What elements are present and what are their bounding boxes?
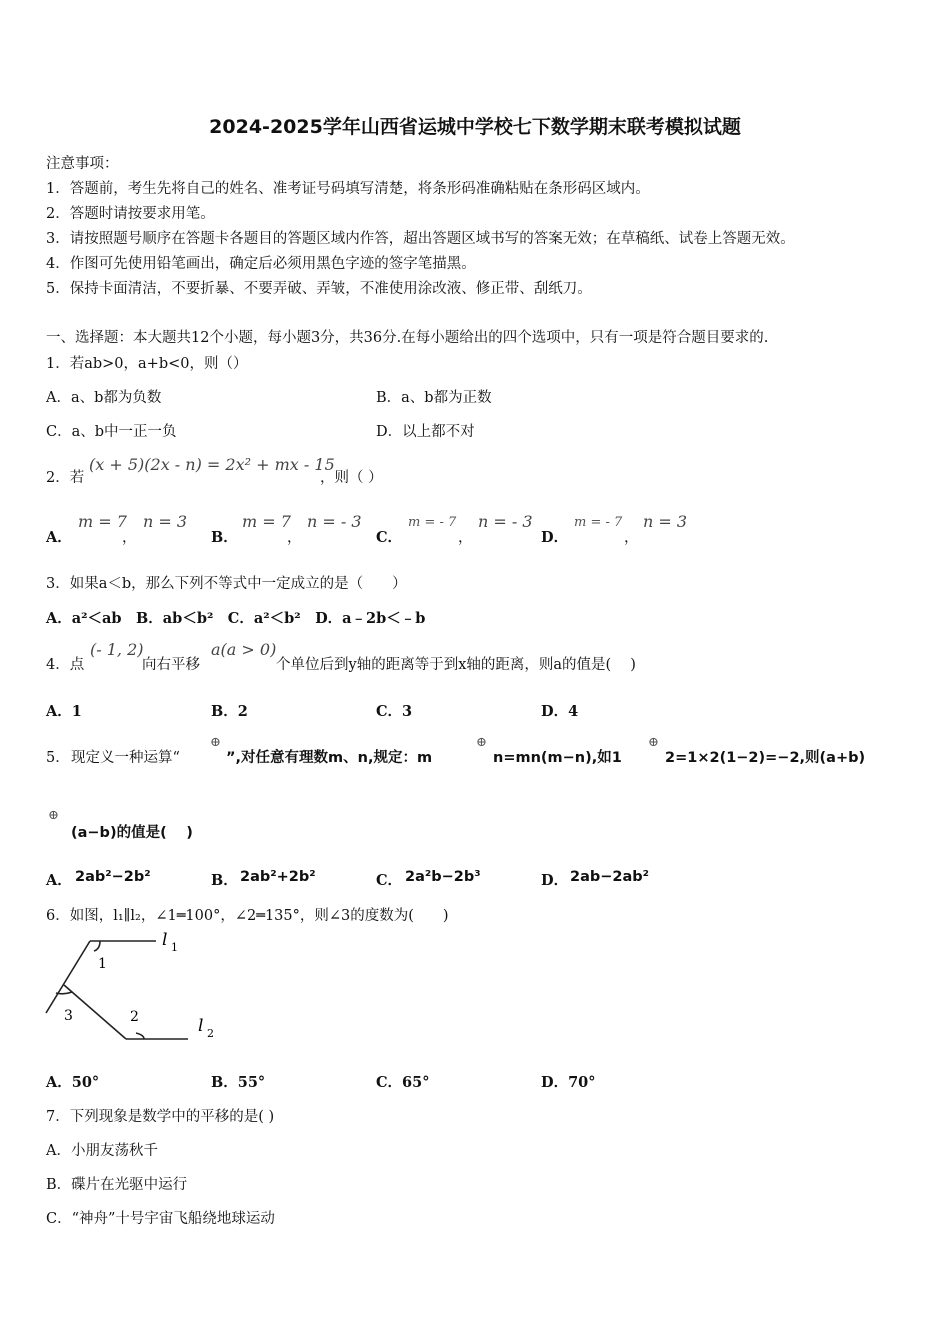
q2-option-d-n: n = 3 [643,512,688,531]
q5-text-3: n=mn(m−n),如1 [493,750,622,766]
q2-formula: (x + 5)(2x - n) = 2x² + mx - 15 [89,455,335,474]
q3-stem: 3．如果a＜b，那么下列不等式中一定成立的是（ ） [46,576,407,592]
q5-text-1: 现定义一种运算“ [71,750,180,766]
q5-option-d: 2ab−2ab² [570,869,650,885]
q4-option-a: A．1 [46,703,82,720]
q6-option-b: B．55° [211,1074,266,1091]
oplus-symbol: ⊕ [648,735,659,750]
q2-tail: ，则（ ） [320,470,383,486]
q5-option-c: 2a²b−2b³ [405,869,481,885]
q1-option-c: C．a、b中一正一负 [46,424,177,440]
label-l1: l [162,930,168,950]
q7-option-a: A．小朋友荡秋千 [46,1143,158,1159]
q6-option-a: A．50° [46,1074,100,1091]
q1-option-d: D．以上都不对 [376,424,475,440]
q5-number: 5． [46,750,70,766]
q4-option-d: D．4 [541,703,579,720]
q4-a-expression: a(a > 0) [211,640,277,659]
q5-text-5: (a−b)的值是( ) [71,825,193,841]
q2-number: 2．若 [46,470,85,486]
q5-option-a-label: A． [46,872,72,889]
q5-text-2: ”,对任意有理数m、n,规定：m [226,750,433,766]
q4-number: 4．点 [46,657,85,673]
q2-comma: ， [122,530,137,546]
angle-arc-1 [94,941,100,951]
q5-option-b-label: B． [211,872,238,889]
q4-option-c: C．3 [376,703,413,720]
q5-option-b: 2ab²+2b² [240,869,316,885]
q2-comma: ， [624,530,639,546]
label-l1-sub: 1 [171,941,178,954]
angle-label-2: 2 [130,1009,139,1025]
q2-option-b-n: n = - 3 [307,512,362,531]
q2-option-b-label: B． [211,529,238,546]
notice-item: 3．请按照题号顺序在答题卡各题目的答题区域内作答，超出答题区域书写的答案无效；在草稿纸、试卷上答题无效。 [46,231,795,247]
label-l2: l [198,1016,204,1036]
q2-option-c-m: m = - 7 [408,515,457,530]
q1-option-b: B．a、b都为正数 [376,390,492,406]
q4-point: (- 1, 2) [90,640,144,659]
q5-text-4: 2=1×2(1−2)=−2,则(a+b) [665,750,866,766]
q4-tail: 个单位后到y轴的距离等于到x轴的距离，则a的值是( ) [276,657,636,673]
oplus-symbol: ⊕ [476,735,487,750]
q7-option-b: B．碟片在光驱中运行 [46,1177,188,1193]
q5-option-d-label: D． [541,872,569,889]
notice-item: 1．答题前，考生先将自己的姓名、准考证号码填写清楚，将条形码准确粘贴在条形码区域内。 [46,181,650,197]
q6-option-d: D．70° [541,1074,596,1091]
q6-stem: 6．如图，l₁∥l₂，∠1═100°，∠2═135°，则∠3的度数为( ) [46,908,449,924]
notice-item: 4．作图可先使用铅笔画出，确定后必须用黑色字迹的签字笔描黑。 [46,256,476,272]
notice-heading: 注意事项： [46,156,119,172]
angle-arc-2 [136,1033,144,1039]
q2-option-c-n: n = - 3 [478,512,533,531]
q5-option-a: 2ab²−2b² [75,869,151,885]
q4-mid: 向右平移 [142,657,200,673]
q1-stem: 1．若ab>0，a+b<0，则（） [46,356,248,372]
q2-option-b-m: m = 7 [242,512,291,531]
transversal-lower [64,985,126,1039]
q7-option-c: C．“神舟”十号宇宙飞船绕地球运动 [46,1211,275,1227]
oplus-symbol: ⊕ [48,808,59,823]
section-heading: 一、选择题：本大题共12个小题，每小题3分，共36分.在每小题给出的四个选项中，只有一项是符合题目要求的. [46,330,769,346]
q2-option-a-m: m = 7 [78,512,127,531]
angle-label-1: 1 [98,956,107,972]
q6-figure [40,925,230,1050]
q2-option-a-label: A． [46,529,72,546]
q2-option-a-n: n = 3 [143,512,188,531]
q4-option-b: B．2 [211,703,248,720]
label-l2-sub: 2 [207,1027,214,1040]
oplus-symbol: ⊕ [210,735,221,750]
q2-comma: ， [458,530,473,546]
q5-option-c-label: C． [376,872,403,889]
notice-item: 5．保持卡面清洁，不要折暴、不要弄破、弄皱，不准使用涂改液、修正带、刮纸刀。 [46,281,592,297]
page-title: 2024-2025学年山西省运城中学校七下数学期末联考模拟试题 [209,116,741,138]
q7-stem: 7．下列现象是数学中的平移的是( ) [46,1109,275,1125]
angle-label-3: 3 [64,1008,73,1024]
q2-option-c-label: C． [376,529,403,546]
q2-option-d-label: D． [541,529,569,546]
notice-item: 2．答题时请按要求用笔。 [46,206,215,222]
q3-options: A．a²＜ab B．ab＜b² C．a²＜b² D．a﹣2b＜﹣b [46,610,426,627]
q6-option-c: C．65° [376,1074,430,1091]
q2-comma: ， [287,530,302,546]
q2-option-d-m: m = - 7 [574,515,623,530]
q1-option-a: A．a、b都为负数 [46,390,162,406]
